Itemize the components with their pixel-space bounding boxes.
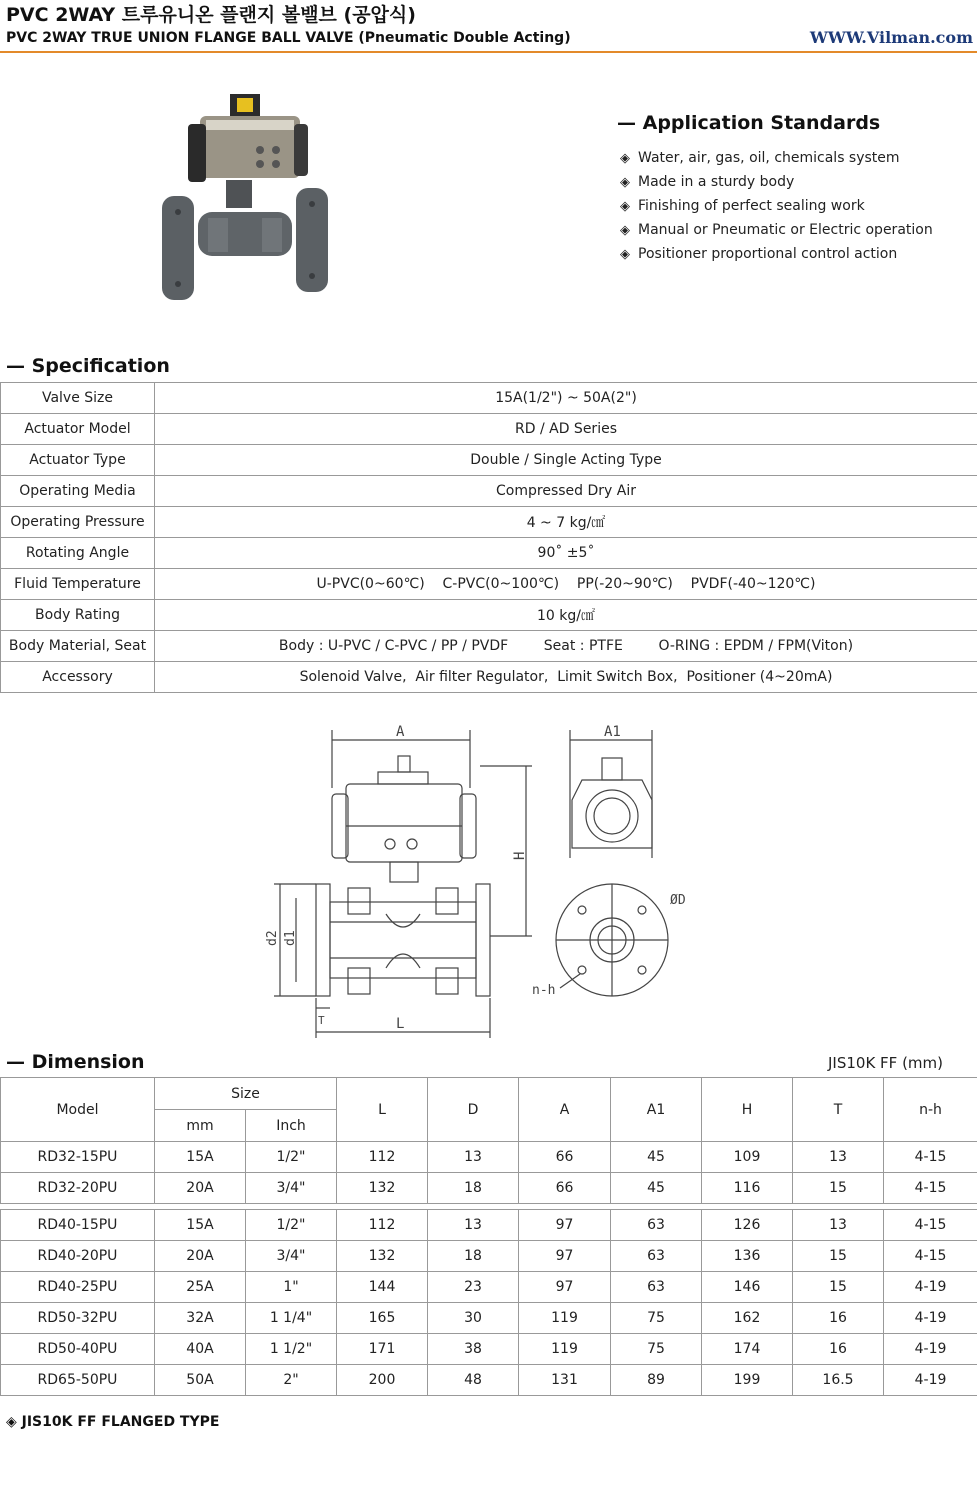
dimension-unit: JIS10K FF (mm)	[827, 1054, 943, 1072]
list-item: ◈ Made in a sturdy body	[620, 172, 933, 196]
list-item: ◈ Water, air, gas, oil, chemicals system	[620, 148, 933, 172]
table-row: Accessory Solenoid Valve, Air filter Regulator, Limit Switch Box, Positioner (4~20mA)	[1, 662, 977, 693]
application-standards-list	[620, 148, 933, 268]
table-row: RD50-32PU 32A 1 1/4" 165 30 119 75 162 16 4-19	[1, 1303, 977, 1334]
label-a: A	[396, 724, 405, 740]
footnote-flanged-type: ◈ JIS10K FF FLANGED TYPE	[6, 1414, 220, 1430]
dimension-table	[0, 1077, 977, 1396]
table-header-row: mm Inch	[1, 1110, 977, 1142]
header-divider	[0, 51, 977, 53]
table-row: Actuator Type Double / Single Acting Type	[1, 445, 977, 476]
list-item: ◈ Manual or Pneumatic or Electric operation	[620, 220, 933, 244]
table-row: RD40-15PU 15A 1/2" 112 13 97 63 126 13 4-15	[1, 1210, 977, 1241]
label-l: L	[396, 1016, 405, 1032]
diamond-bullet-icon: ◈	[620, 175, 630, 190]
list-item: ◈ Finishing of perfect sealing work	[620, 196, 933, 220]
table-row: RD40-20PU 20A 3/4" 132 18 97 63 136 15 4-15	[1, 1241, 977, 1272]
diamond-bullet-icon: ◈	[620, 199, 630, 214]
table-row: RD65-50PU 50A 2" 200 48 131 89 199 16.5 4-19	[1, 1365, 977, 1396]
table-row: Fluid Temperature U-PVC(0~60℃) C-PVC(0~100℃) PP(-20~90℃) PVDF(-40~120℃)	[1, 569, 977, 600]
label-h: H	[512, 851, 528, 860]
diamond-bullet-icon: ◈	[620, 247, 630, 262]
table-row: Body Rating 10 kg/㎠	[1, 600, 977, 631]
table-row: Actuator Model RD / AD Series	[1, 414, 977, 445]
table-row: Rotating Angle 90˚ ±5˚	[1, 538, 977, 569]
label-nh: n-h	[532, 983, 556, 998]
table-header-row: Model Size L D A A1 H T n-h	[1, 1078, 977, 1110]
table-row: Body Material, Seat Body : U-PVC / C-PVC / PP / PVDF Seat : PTFE O-RING : EPDM / FPM(Viton)	[1, 631, 977, 662]
diamond-bullet-icon: ◈	[620, 223, 630, 238]
specification-title: — Specification	[6, 355, 170, 377]
application-standards-title: — Application Standards	[617, 112, 881, 134]
table-row: RD32-15PU 15A 1/2" 112 13 66 45 109 13 4-15	[1, 1142, 977, 1173]
product-photo	[150, 88, 340, 308]
diamond-bullet-icon: ◈	[620, 151, 630, 166]
table-row: Valve Size 15A(1/2") ~ 50A(2")	[1, 383, 977, 414]
dimension-title: — Dimension	[6, 1051, 145, 1073]
label-d1: d1	[283, 930, 298, 946]
table-row: Operating Media Compressed Dry Air	[1, 476, 977, 507]
table-row: RD32-20PU 20A 3/4" 132 18 66 45 116 15 4-15	[1, 1173, 977, 1204]
technical-drawing	[250, 718, 710, 1043]
label-a1: A1	[604, 724, 621, 740]
page-subtitle: PVC 2WAY TRUE UNION FLANGE BALL VALVE (Pneumatic Double Acting)	[6, 30, 571, 46]
table-row: RD40-25PU 25A 1" 144 23 97 63 146 15 4-19	[1, 1272, 977, 1303]
table-row: Operating Pressure 4 ~ 7 kg/㎠	[1, 507, 977, 538]
page-title: PVC 2WAY 트루유니온 플랜지 볼밸브 (공압식)	[6, 4, 416, 26]
table-row: RD50-40PU 40A 1 1/2" 171 38 119 75 174 16 4-19	[1, 1334, 977, 1365]
website-link[interactable]: WWW.Vilman.com	[809, 28, 973, 47]
list-item: ◈ Positioner proportional control action	[620, 244, 933, 268]
label-od: ØD	[670, 893, 686, 908]
label-d2: d2	[265, 930, 280, 946]
label-t: T	[318, 1014, 325, 1027]
specification-table	[0, 382, 977, 693]
